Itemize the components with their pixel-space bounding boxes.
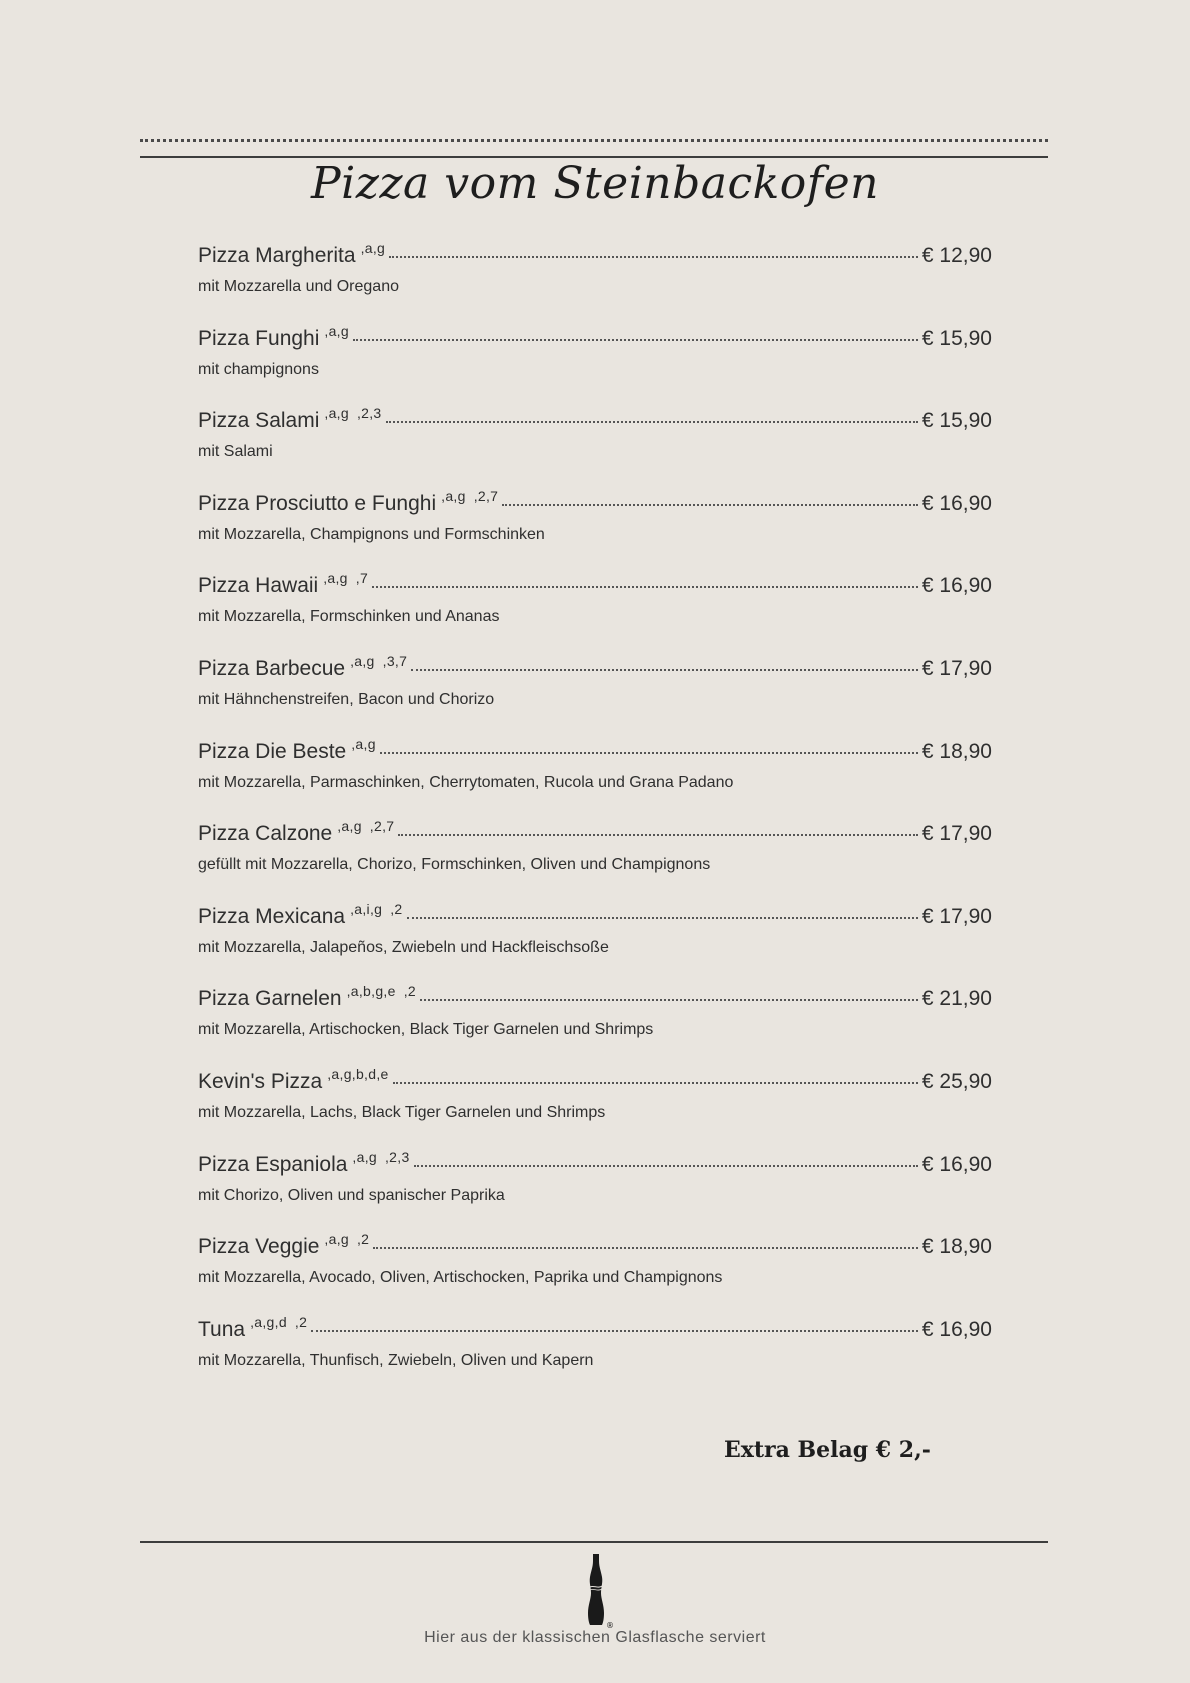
item-price: € 16,90 <box>921 1152 992 1176</box>
item-price: € 21,90 <box>921 987 992 1011</box>
coca-cola-bottle-icon <box>582 1553 612 1629</box>
item-description: mit champignons <box>198 360 319 378</box>
additive-codes: ,2 <box>356 1231 370 1248</box>
footer-text: Hier aus der klassischen Glasflasche serviert <box>424 1629 766 1646</box>
dot-leader <box>386 421 918 423</box>
menu-item-row <box>198 322 992 351</box>
additive-codes: ,2,7 <box>473 487 499 504</box>
dot-leader <box>398 834 918 836</box>
item-price: € 16,90 <box>921 574 992 598</box>
menu-item <box>198 818 992 905</box>
page-title: Pizza vom Steinbackofen <box>311 158 879 209</box>
item-description: mit Mozzarella, Formschinken und Ananas <box>198 608 500 626</box>
menu-item-row <box>198 1313 992 1342</box>
item-name: Pizza Hawaii $^{,a,g}$ $^{,7}$ <box>198 570 369 598</box>
dot-leader <box>502 504 918 506</box>
extra-topping-note: Extra Belag € 2,- <box>724 1437 931 1463</box>
allergen-codes: ,a,g <box>351 735 376 752</box>
menu-item-row <box>198 1231 992 1259</box>
menu-item-row <box>198 405 992 433</box>
allergen-codes: ,a,g,b,d,e <box>327 1065 389 1082</box>
dot-leader <box>420 999 918 1001</box>
item-price: € 16,90 <box>921 1317 992 1341</box>
item-price: € 17,90 <box>921 822 992 846</box>
menu-item <box>198 1148 992 1236</box>
item-name: Pizza Mexicana $^{,a,i,g}$ $^{,2}$ <box>198 900 403 928</box>
additive-codes: ,2 <box>294 1313 308 1330</box>
menu-item <box>198 652 992 740</box>
menu-item-row <box>198 1065 992 1094</box>
item-price: € 18,90 <box>921 739 992 763</box>
allergen-codes: ,a,g <box>360 240 386 256</box>
item-price: € 15,90 <box>921 326 992 350</box>
menu-item <box>198 240 992 327</box>
menu-item-row <box>198 570 992 598</box>
item-name: Pizza Margherita $^{,a,g}$ <box>198 240 386 267</box>
menu-item-row <box>198 900 992 929</box>
item-description: mit Salami <box>198 443 273 461</box>
allergen-codes: ,a,g <box>323 570 348 587</box>
menu-item-row <box>198 1148 992 1177</box>
item-name: Pizza Espaniola $^{,a,g}$ $^{,2,3}$ <box>198 1148 410 1176</box>
item-name: Kevin's Pizza $^{,a,g,b,d,e}$ <box>198 1065 389 1093</box>
item-price: € 18,90 <box>921 1235 992 1259</box>
allergen-codes: ,a,g <box>441 487 466 504</box>
item-name: Pizza Calzone $^{,a,g}$ $^{,2,7}$ <box>198 818 395 846</box>
item-description: mit Mozzarella, Thunfisch, Zwiebeln, Oliven und Kapern <box>198 1351 594 1369</box>
item-description: mit Hähnchenstreifen, Bacon und Chorizo <box>198 690 495 708</box>
item-description: mit Mozzarella, Parmaschinken, Cherrytomaten, Rucola und Grana Padano <box>198 773 734 791</box>
dotted-divider-top <box>140 139 1048 142</box>
item-description: mit Mozzarella, Artischocken, Black Tiger Garnelen und Shrimps <box>198 1021 654 1039</box>
item-description: mit Chorizo, Oliven und spanischer Paprika <box>198 1186 505 1204</box>
item-name: Pizza Die Beste $^{,a,g}$ <box>198 735 376 763</box>
allergen-codes: ,a,b,g,e <box>346 983 396 1000</box>
menu-item <box>198 735 992 823</box>
dot-leader <box>380 752 918 754</box>
additive-codes: ,2,3 <box>384 1148 410 1165</box>
dot-leader <box>414 1165 918 1167</box>
item-price: € 16,90 <box>921 491 992 515</box>
menu-list <box>198 240 992 1400</box>
additive-codes: ,2 <box>403 983 416 1000</box>
item-name: Pizza Prosciutto e Funghi $^{,a,g}$ $^{,2,7}$ <box>198 487 499 515</box>
dot-leader <box>389 256 918 258</box>
dot-leader <box>411 669 918 671</box>
menu-item <box>198 1231 992 1318</box>
item-description: gefüllt mit Mozzarella, Chorizo, Formschinken, Oliven und Champignons <box>198 856 711 874</box>
menu-item <box>198 983 992 1070</box>
additive-codes: ,3,7 <box>382 652 408 669</box>
dot-leader <box>373 1247 918 1249</box>
additive-codes: ,2,7 <box>369 818 395 835</box>
menu-item <box>198 1313 992 1401</box>
item-price: € 17,90 <box>921 904 992 928</box>
dot-leader <box>393 1082 918 1084</box>
menu-item-row <box>198 735 992 764</box>
item-description: mit Mozzarella, Jalapeños, Zwiebeln und Hackfleischsoße <box>198 938 609 956</box>
item-price: € 25,90 <box>921 1069 992 1093</box>
allergen-codes: ,a,g <box>350 652 375 669</box>
item-name: Pizza Veggie $^{,a,g}$ $^{,2}$ <box>198 1231 370 1259</box>
allergen-codes: ,a,g <box>324 322 349 339</box>
additive-codes: ,2 <box>390 900 403 917</box>
item-description: mit Mozzarella, Champignons und Formschinken <box>198 525 545 543</box>
additive-codes: ,2,3 <box>356 405 382 422</box>
divider-bottom <box>140 1541 1048 1543</box>
menu-item-row <box>198 240 992 268</box>
dot-leader <box>353 339 918 341</box>
allergen-codes: ,a,g <box>324 1231 349 1248</box>
item-price: € 12,90 <box>921 244 992 267</box>
menu-item-row <box>198 652 992 681</box>
menu-item-row <box>198 487 992 516</box>
menu-item <box>198 570 992 657</box>
menu-item <box>198 405 992 492</box>
item-name: Pizza Funghi $^{,a,g}$ <box>198 322 349 350</box>
dot-leader <box>311 1330 918 1332</box>
item-description: mit Mozzarella, Lachs, Black Tiger Garnelen und Shrimps <box>198 1103 606 1121</box>
registered-mark: ® <box>606 1621 614 1630</box>
item-name: Tuna $^{,a,g,d}$ $^{,2}$ <box>198 1313 308 1341</box>
additive-codes: ,7 <box>355 570 369 587</box>
dot-leader <box>407 917 918 919</box>
menu-item <box>198 487 992 575</box>
menu-item-row <box>198 818 992 846</box>
item-price: € 17,90 <box>921 656 992 680</box>
item-name: Pizza Salami $^{,a,g}$ $^{,2,3}$ <box>198 405 382 433</box>
dot-leader <box>372 586 918 588</box>
allergen-codes: ,a,g <box>324 405 349 422</box>
item-description: mit Mozzarella und Oregano <box>198 278 399 295</box>
allergen-codes: ,a,g,d <box>250 1313 287 1330</box>
item-name: Pizza Garnelen $^{,a,b,g,e}$ $^{,2}$ <box>198 983 416 1011</box>
menu-item <box>198 900 992 988</box>
allergen-codes: ,a,g <box>352 1148 377 1165</box>
menu-item-row <box>198 983 992 1011</box>
allergen-codes: ,a,i,g <box>350 900 383 917</box>
menu-item <box>198 1065 992 1153</box>
allergen-codes: ,a,g <box>337 818 362 835</box>
item-price: € 15,90 <box>921 409 992 433</box>
item-description: mit Mozzarella, Avocado, Oliven, Artischocken, Paprika und Champignons <box>198 1269 723 1287</box>
menu-item <box>198 322 992 410</box>
item-name: Pizza Barbecue $^{,a,g}$ $^{,3,7}$ <box>198 652 408 680</box>
